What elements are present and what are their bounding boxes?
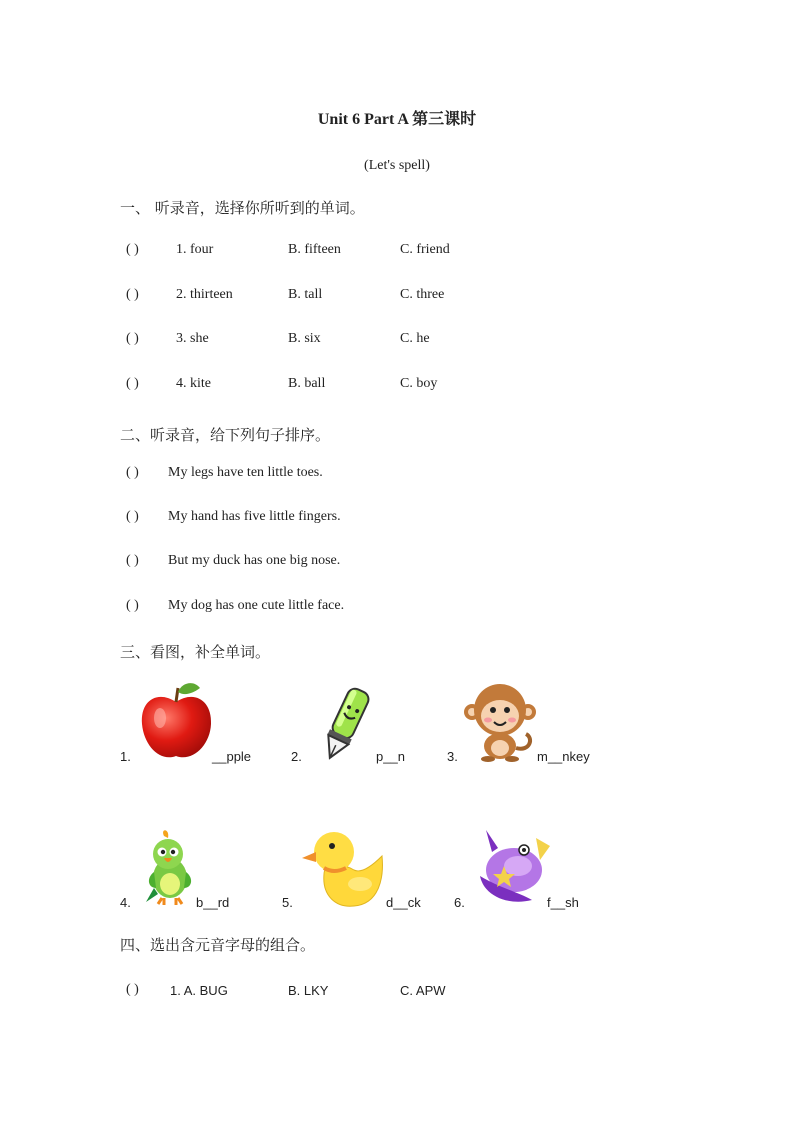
item-number: 1. [120, 749, 131, 764]
item-number: 5. [282, 895, 293, 910]
answer-paren: ( ) [126, 598, 139, 613]
answer-paren: ( ) [126, 242, 139, 257]
option-a: 4. kite [176, 376, 211, 391]
page-title: Unit 6 Part A 第三课时 [317, 111, 477, 128]
section2-heading: 二、听录音，给下列句子排序。 [120, 426, 331, 444]
fill-word: m__nkey [537, 749, 590, 764]
option-c: C. boy [400, 376, 438, 391]
fish-icon [474, 826, 552, 908]
option-c: C. three [400, 287, 445, 302]
option-b: B. tall [288, 287, 323, 302]
section3-heading: 三、看图，补全单词。 [120, 643, 271, 661]
answer-paren: ( ) [126, 509, 139, 524]
option-c: C. friend [400, 242, 450, 257]
fill-word: b__rd [196, 895, 230, 910]
page-subtitle: (Let's spell) [364, 158, 430, 173]
item-number: 6. [454, 895, 465, 910]
answer-paren: ( ) [126, 982, 139, 997]
pen-icon [318, 683, 372, 763]
fill-word: d__ck [386, 895, 421, 910]
section4-heading: 四、选出含元音字母的组合。 [120, 936, 316, 954]
sentence-text: My hand has five little fingers. [168, 509, 341, 524]
option-b: B. LKY [288, 983, 329, 998]
answer-paren: ( ) [126, 465, 139, 480]
fill-word: p__n [376, 749, 405, 764]
answer-paren: ( ) [126, 331, 139, 346]
option-b: B. six [288, 331, 321, 346]
option-a: 2. thirteen [176, 287, 233, 302]
fill-word: f__sh [547, 895, 579, 910]
answer-paren: ( ) [126, 376, 139, 391]
section1-heading: 一、 听录音，选择你所听到的单词。 [120, 199, 365, 217]
answer-paren: ( ) [126, 553, 139, 568]
apple-icon [138, 682, 214, 762]
option-a: 1. four [176, 242, 214, 257]
item-number: 4. [120, 895, 131, 910]
option-c: C. APW [400, 983, 446, 998]
monkey-icon [464, 682, 536, 762]
option-a: 1. A. BUG [170, 983, 228, 998]
fill-word: __pple [212, 749, 252, 764]
option-c: C. he [400, 331, 430, 346]
duck-icon [302, 826, 386, 908]
bird-icon [142, 828, 196, 906]
sentence-text: My dog has one cute little face. [168, 598, 345, 613]
option-b: B. ball [288, 376, 326, 391]
item-number: 2. [291, 749, 302, 764]
option-b: B. fifteen [288, 242, 341, 257]
item-number: 3. [447, 749, 458, 764]
sentence-text: My legs have ten little toes. [168, 465, 323, 480]
sentence-text: But my duck has one big nose. [168, 553, 341, 568]
answer-paren: ( ) [126, 287, 139, 302]
option-a: 3. she [176, 331, 209, 346]
